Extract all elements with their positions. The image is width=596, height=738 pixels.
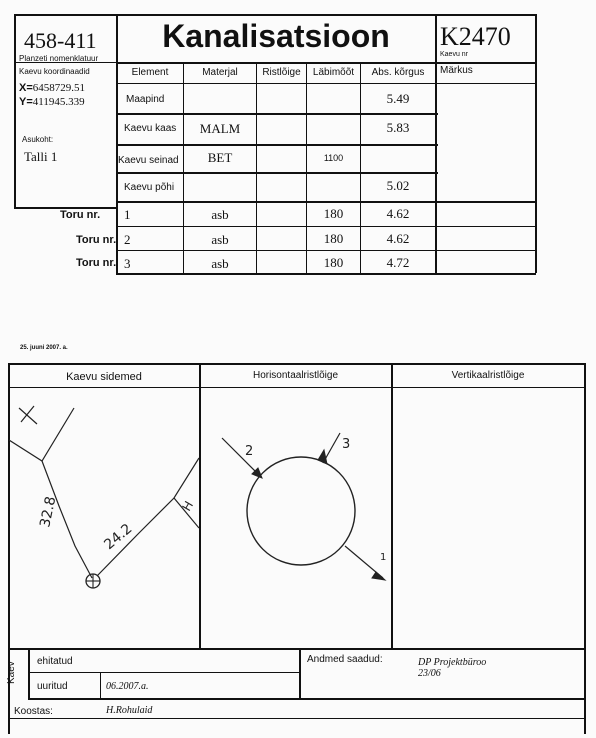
- distance-label-1: 32.8: [37, 495, 60, 529]
- row-diameter-walls: 1100: [323, 153, 344, 163]
- coords-label: Kaevu koordinaadid: [19, 67, 90, 76]
- pipe-material: asb: [211, 207, 229, 222]
- x-value: 6458729.51: [32, 82, 86, 94]
- col-header-diameter: Läbimõõt: [312, 67, 355, 78]
- col-header-element: Element: [131, 67, 169, 78]
- pipe-diameter: 180: [323, 231, 344, 246]
- well-symbol: [86, 574, 100, 588]
- pipe-diameter: 180: [323, 206, 344, 221]
- distance-label-2: 24.2: [101, 520, 136, 554]
- y-label: Y=: [19, 96, 33, 108]
- received-date: 23/06: [418, 668, 441, 679]
- mark-upper-left: [19, 406, 37, 424]
- received-value: DP Projektbüroo: [418, 657, 487, 668]
- well-number: K2470: [440, 22, 511, 51]
- page-title: Kanalisatsioon: [162, 18, 390, 54]
- plan-nomenclature-label: Planzeti nomenklatuur: [19, 54, 99, 63]
- row-material-cover: MALM: [199, 121, 241, 136]
- location-value: Talli 1: [24, 149, 58, 164]
- pipe-3-label: 3: [342, 437, 351, 452]
- pipe-1-label: 1: [380, 552, 387, 563]
- row-elevation-cover: 5.83: [386, 120, 410, 135]
- pipe-2-line: [222, 438, 260, 476]
- pipe-number: 2: [124, 232, 131, 247]
- horizontal-section-sketch: [200, 388, 391, 648]
- received-label: Andmed saadud:: [307, 654, 383, 665]
- well-side-label: Kaev: [6, 661, 17, 684]
- pipe-1-arrow: [372, 572, 385, 580]
- panel-title-horizontal-section: Horisontaalristlõige: [252, 370, 339, 381]
- col-header-note: Märkus: [440, 65, 473, 76]
- well-circle: [247, 457, 355, 565]
- y-value: 411945.339: [32, 96, 85, 108]
- connections-sketch: [9, 388, 199, 648]
- row-element-bottom: Kaevu põhi: [124, 182, 175, 193]
- y-coordinate: [19, 96, 85, 108]
- pipe-3-arrow: [318, 450, 327, 464]
- surveyed-value: 06.2007.a.: [106, 681, 149, 692]
- connection-lines: [9, 406, 199, 578]
- col-header-material: Materjal: [202, 67, 238, 78]
- plan-nomenclature: 458-411: [24, 28, 97, 53]
- compiled-value: H.Rohulaid: [106, 705, 153, 716]
- pipe-row-label: Toru nr.: [76, 234, 117, 246]
- pipe-number: 1: [124, 207, 131, 222]
- row-material-walls: BET: [207, 150, 233, 165]
- compiled-label: Koostas:: [14, 706, 53, 717]
- pipe-elevation: 4.62: [386, 206, 410, 221]
- pipe-material: asb: [211, 256, 229, 271]
- row-elevation-ground: 5.49: [386, 91, 410, 106]
- x-label: X=: [19, 82, 33, 94]
- well-number-label: Kaevu nr: [440, 51, 469, 58]
- line-upper-left: [9, 408, 74, 461]
- row-element-cover: Kaevu kaas: [124, 123, 177, 134]
- row-element-walls: Kaevu seinad: [118, 155, 179, 166]
- pipe-row-label: Toru nr.: [60, 209, 101, 221]
- col-header-elevation: Abs. kõrgus: [371, 67, 425, 78]
- panel-title-connections: Kaevu sidemed: [66, 371, 142, 383]
- pipe-row-label: Toru nr.: [76, 257, 117, 269]
- mark-label-h: H: [179, 498, 197, 514]
- pipe-elevation: 4.72: [386, 255, 410, 270]
- line-to-well-right: [97, 458, 199, 576]
- pipe-elevation: 4.62: [386, 231, 410, 246]
- pipe-diameter: 180: [323, 255, 344, 270]
- location-label: Asukoht:: [22, 135, 54, 144]
- surveyed-label: uuritud: [37, 681, 68, 692]
- pipe-material: asb: [211, 232, 229, 247]
- row-element-ground: Maapind: [126, 94, 165, 105]
- pipe-number: 3: [124, 256, 131, 271]
- row-elevation-bottom: 5.02: [386, 178, 410, 193]
- pipe-2-label: 2: [245, 444, 254, 459]
- panel-title-vertical-section: Vertikaalristlõige: [451, 370, 525, 381]
- date-stamp: 25. juuni 2007. a.: [20, 345, 68, 351]
- built-label: ehitatud: [37, 656, 73, 667]
- col-header-cross-section: Ristlõige: [262, 67, 301, 78]
- x-coordinate: [19, 82, 85, 94]
